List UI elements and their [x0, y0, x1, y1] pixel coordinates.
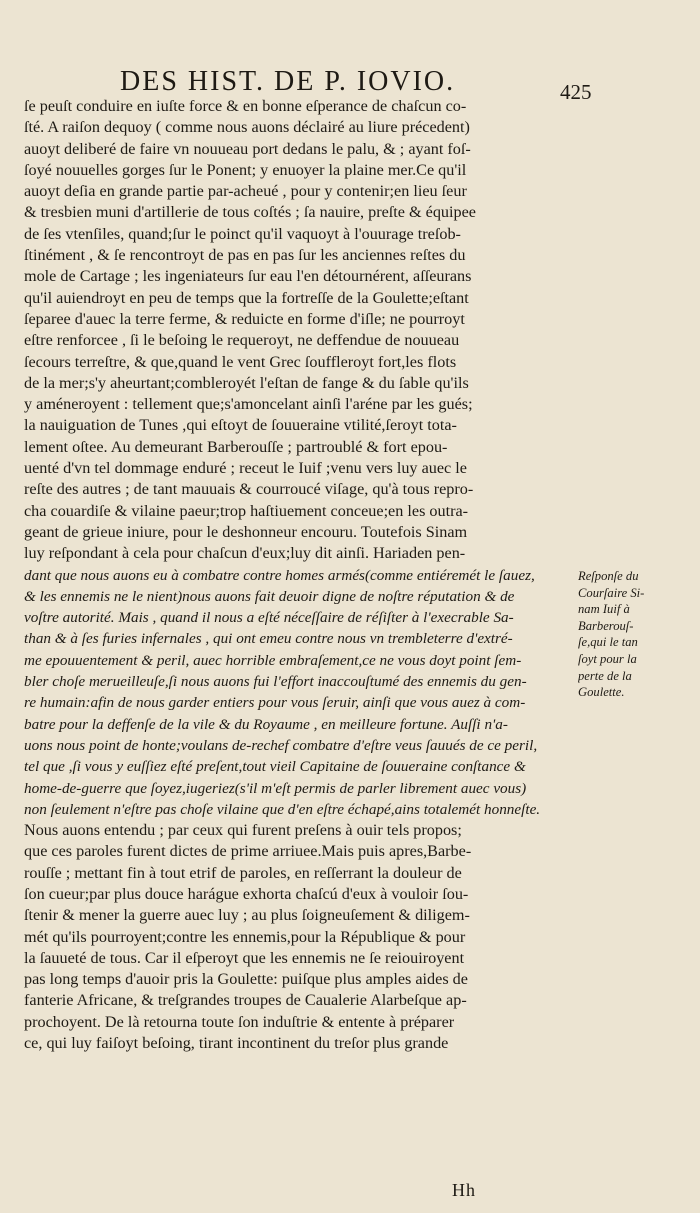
- marginal-note-line: nam Iuif à: [578, 602, 630, 617]
- text-line: de la mer;s'y aheurtant;combleroyét l'eſtan de fange & du ſable qu'ils: [24, 373, 469, 392]
- text-line: ſeparee d'auec la terre ferme, & reduicte en forme d'iſle; ne pourroyt: [24, 309, 465, 328]
- text-line: uons nous point de honte;voulans de-rechef combatre d'eſtre veus ſauués de ce peril,: [24, 736, 538, 754]
- text-line: uenté d'vn tel dommage enduré ; receut le Iuif ;venu vers luy auec le: [24, 459, 467, 478]
- text-line: mét qu'ils pourroyent;contre les ennemis,pour la République & pour: [24, 927, 466, 946]
- text-line: non ſeulement n'eſtre pas choſe vilaine que d'en eſtre échapé,ains totalemét honneſte.: [24, 800, 541, 818]
- marginal-note-line: ſe,qui le tan: [578, 635, 638, 650]
- text-line: mole de Cartage ; les ingeniateurs ſur eau l'en détournérent, aſſeurans: [24, 267, 472, 286]
- text-line: de ſes vtenſiles, quand;ſur le poinct qu'il vaquoyt à l'ouurage treſob-: [24, 224, 461, 243]
- text-line: ſtinément , & ſe rencontroyt de pas en pas ſur les anciennes reſtes du: [24, 246, 466, 265]
- marginal-note-line: Reſponſe du: [578, 569, 639, 583]
- text-line: me epouuentement & peril, auec horrible embraſement,ce ne vous doyt point ſem-: [24, 651, 522, 669]
- text-line: home-de-guerre que ſoyez,iugeriez(s'il m'eſt permis de parler librement auec vous): [24, 779, 527, 797]
- text-line: pas long temps d'auoir pris la Goulette: puiſque plus amples aides de: [24, 970, 468, 989]
- text-line: y améneroyent : tellement que;s'amoncelant ainſi l'aréne par les gués;: [24, 395, 473, 414]
- text-line: geant de grieue iniure, pour le deshonneur encouru. Toutefois Sinam: [24, 522, 468, 541]
- text-line: tel que ,ſi vous y euſſiez eſté preſent,tout vieil Capitaine de ſouueraine conſtance &: [24, 758, 526, 776]
- text-line: cha couardiſe & vilaine paeur;trop haſtiuement conceue;en les outra-: [24, 501, 469, 520]
- text-line: ſecours terreſtre, & que,quand le vent Grec ſouffleroyt fort,les flots: [24, 352, 457, 371]
- text-line: dant que nous auons eu à combatre contre homes armés(comme entiéremét le ſauez,: [24, 566, 535, 584]
- text-line: prochoyent. De là retourna toute ſon induſtrie & entente à préparer: [24, 1012, 455, 1031]
- text-line: bler choſe merueilleuſe,ſi nous auons fui l'effort inaccouſtumé des ennemis du gen-: [24, 673, 527, 691]
- text-line: ſtenir & mener la guerre auec luy ; au plus ſoigneuſement & diligem-: [24, 906, 470, 925]
- marginal-note-line: Barberouſ-: [578, 618, 634, 633]
- text-line: rouſſe ; mettant fin à tout etrif de paroles, en reſſerrant la douleur de: [24, 863, 462, 882]
- text-line: reſte des autres ; de tant mauuais & courroucé viſage, qu'à tous repro-: [24, 480, 474, 499]
- text-line: que ces paroles furent dictes de prime arriuee.Mais puis apres,Barbe-: [24, 842, 472, 861]
- marginal-note-line: ſoyt pour la: [578, 651, 637, 666]
- text-line: la ſauueté de tous. Car il eſperoyt que les ennemis ne ſe reiouiroyent: [24, 948, 465, 967]
- text-line: ſe peuſt conduire en iuſte force & en bonne eſperance de chaſcun co-: [24, 97, 467, 115]
- marginal-note-line: Goulette.: [578, 685, 625, 700]
- text-line: & les ennemis ne le nient)nous auons fait deuoir digne de noſtre réputation & de: [24, 587, 515, 605]
- text-line: re humain:afin de nous garder entiers pour vous ſeruir, ainſi que vous auez à com-: [24, 694, 526, 712]
- page-number: 425: [560, 80, 592, 104]
- text-line: Nous auons entendu ; par ceux qui furent preſens à ouir tels propos;: [24, 821, 462, 840]
- text-line: eſtre renforcee , ſi le beſoing le requeroyt, ne deffendue de nouueau: [24, 331, 460, 350]
- text-line: la nauiguation de Tunes ,qui eſtoyt de ſouueraine vtilité,ſeroyt tota-: [24, 416, 457, 435]
- text-line: than & à ſes furies infernales , qui ont emeu contre nous vn trembleterre d'extré-: [24, 630, 513, 648]
- text-line: & tresbien muni d'artillerie de tous coſtés ; ſa nauire, preſte & équipee: [24, 203, 476, 222]
- marginal-note-line: perte de la: [578, 668, 632, 683]
- main-text-block: [24, 96, 572, 1054]
- text-line: ce, qui luy faiſoyt beſoing, tirant incontinent du treſor plus grande: [24, 1034, 449, 1053]
- text-line: lement oſtee. Au demeurant Barberouſſe ; partroublé & fort epou-: [24, 437, 448, 456]
- text-line: fanterie Africane, & treſgrandes troupes de Caualerie Alarbeſque ap-: [24, 991, 467, 1010]
- text-line: ſoyé nouuelles gorges ſur le Ponent; y enuoyer la plaine mer.Ce qu'il: [24, 160, 467, 179]
- running-title: DES HIST. DE P. IOVIO.: [120, 66, 456, 97]
- text-line: luy reſpondant à cela pour chaſcun d'eux;luy dit ainſi. Hariaden pen-: [24, 544, 466, 563]
- text-line: batre pour la deffenſe de la vile & du Royaume , en meilleure fortune. Auſſi n'a-: [24, 715, 508, 733]
- signature-mark: Hh: [452, 1180, 476, 1200]
- text-line: ſon cueur;par plus douce harágue exhorta chaſcú d'eux à vouloir ſou-: [24, 884, 469, 903]
- marginal-note: [578, 568, 690, 701]
- text-line: auoyt deſia en grande partie par-acheué , pour y contenir;en lieu ſeur: [24, 182, 467, 201]
- text-line: qu'il auiendroyt en peu de temps que la fortreſſe de la Goulette;eſtant: [24, 288, 469, 307]
- text-line: ſté. A raiſon dequoy ( comme nous auons déclairé au liure précedent): [24, 118, 470, 137]
- text-line: auoyt deliberé de faire vn nouueau port dedans le palu, & ; ayant foſ-: [24, 139, 471, 158]
- marginal-note-line: Courſaire Si-: [578, 585, 645, 600]
- text-line: voſtre autorité. Mais , quand il nous a eſté néceſſaire de réſiſter à l'execrable Sa-: [24, 609, 514, 627]
